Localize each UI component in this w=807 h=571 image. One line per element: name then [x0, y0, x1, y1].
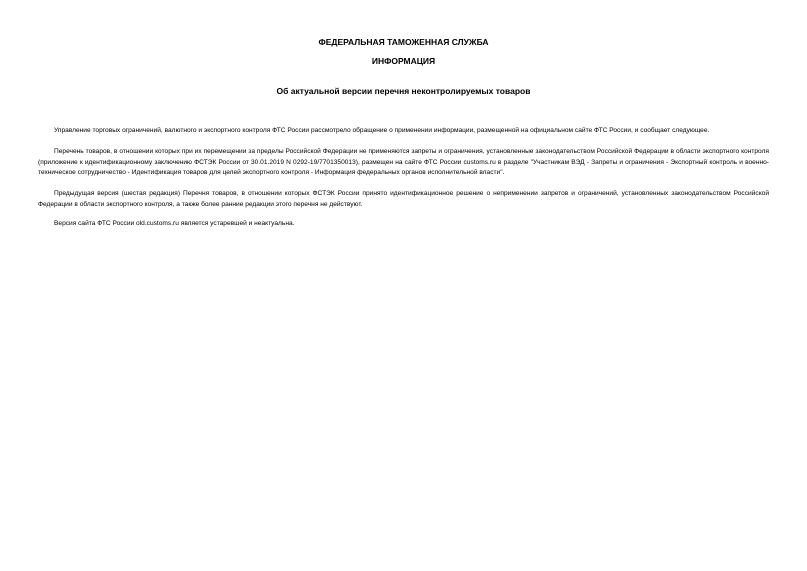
paragraph-2: Перечень товаров, в отношении которых при их перемещении за пределы Российской Федерации не применяются запреты и ограничения, установленные законодательством Российской Федерации в области экспортного контроля (приложение к идентификационному заключению ФСТЭК России от 30.01.2019 N 0292-19/7701350013), размещен на сайте ФТС России customs.ru в разделе "Участникам ВЭД - Запреты и ограничения - Экспортный контроль и военно-техническое сотрудничество - Идентификация товаров для целей экспортного контроля - Информация федеральных органов исполнительной власти". — [38, 148, 769, 176]
document-subject-heading: Об актуальной версии перечня неконтролируемых товаров — [276, 86, 531, 96]
paragraph-4: Версия сайта ФТС России old.customs.ru является устаревшей и неактуальна. — [54, 220, 295, 227]
paragraph-1: Управление торговых ограничений, валютного и экспортного контроля ФТС России рассмотрело обращение о применении информации, размещенной на официальном сайте ФТС России, и сообщает следующее. — [54, 127, 710, 134]
document-type-heading: ИНФОРМАЦИЯ — [371, 56, 436, 66]
organization-heading: ФЕДЕРАЛЬНАЯ ТАМОЖЕННАЯ СЛУЖБА — [318, 37, 489, 47]
paragraph-3: Предыдущая версия (шестая редакция) Перечня товаров, в отношении которых ФСТЭК России принято идентификационное решение о неприменении запретов и ограничений, установленных законодательством Российской Федерации в области экспортного контроля, а также более ранние редакции этого перечня не действуют. — [38, 190, 769, 208]
